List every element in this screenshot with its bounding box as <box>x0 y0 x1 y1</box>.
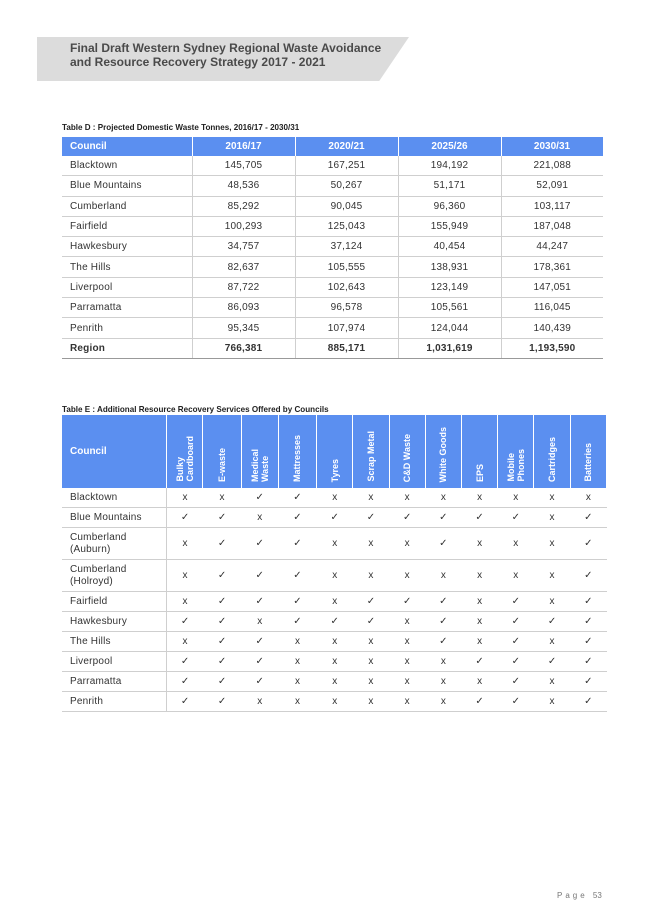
check-icon: ✓ <box>203 652 241 672</box>
cross-icon: x <box>317 632 353 652</box>
cross-icon: x <box>241 508 278 528</box>
column-header-service <box>570 415 606 488</box>
cross-icon: x <box>425 692 461 712</box>
service-label: White Goods <box>438 426 449 482</box>
table-row <box>62 528 607 560</box>
check-icon: ✓ <box>570 508 606 528</box>
council-name-cell: Blacktown <box>62 488 167 508</box>
tonnes-cell: 44,247 <box>501 237 603 257</box>
service-label: Mattresses <box>292 434 303 482</box>
check-icon: ✓ <box>498 632 534 652</box>
tonnes-cell: 105,555 <box>295 257 398 277</box>
cross-icon: x <box>167 560 203 592</box>
tonnes-cell: 140,439 <box>501 318 603 338</box>
tonnes-cell: 90,045 <box>295 196 398 216</box>
tonnes-cell: 40,454 <box>398 237 501 257</box>
service-label: Medical Waste <box>249 448 270 482</box>
service-label: EPS <box>474 463 485 482</box>
check-icon: ✓ <box>570 592 606 612</box>
check-icon: ✓ <box>203 592 241 612</box>
cross-icon: x <box>353 692 389 712</box>
tonnes-cell: 37,124 <box>295 237 398 257</box>
council-name-cell: The Hills <box>62 257 192 277</box>
council-name-cell: Liverpool <box>62 652 167 672</box>
cross-icon: x <box>167 592 203 612</box>
column-header-service <box>317 415 353 488</box>
cross-icon: x <box>389 560 425 592</box>
cross-icon: x <box>317 692 353 712</box>
tonnes-cell: 96,360 <box>398 196 501 216</box>
table-row <box>62 257 603 277</box>
table-d-caption: Table D : Projected Domestic Waste Tonnes, 2016/17 - 2030/31 <box>62 122 300 132</box>
service-label: E-waste <box>217 447 227 482</box>
cross-icon: x <box>278 672 316 692</box>
check-icon: ✓ <box>353 612 389 632</box>
check-icon: ✓ <box>167 672 203 692</box>
check-icon: ✓ <box>534 652 570 672</box>
column-header-service <box>498 415 534 488</box>
cross-icon: x <box>570 488 606 508</box>
cross-icon: x <box>278 652 316 672</box>
check-icon: ✓ <box>203 560 241 592</box>
check-icon: ✓ <box>241 488 278 508</box>
tonnes-cell: 107,974 <box>295 318 398 338</box>
tonnes-cell: 34,757 <box>192 237 295 257</box>
check-icon: ✓ <box>425 528 461 560</box>
council-name-cell: The Hills <box>62 632 167 652</box>
check-icon: ✓ <box>570 560 606 592</box>
cross-icon: x <box>498 488 534 508</box>
cross-icon: x <box>317 488 353 508</box>
cross-icon: x <box>241 612 278 632</box>
council-name-cell: Cumberland (Holroyd) <box>62 560 167 592</box>
council-name-cell: Liverpool <box>62 277 192 297</box>
check-icon: ✓ <box>389 592 425 612</box>
check-icon: ✓ <box>167 612 203 632</box>
cross-icon: x <box>389 672 425 692</box>
tonnes-cell: 138,931 <box>398 257 501 277</box>
cross-icon: x <box>353 632 389 652</box>
check-icon: ✓ <box>317 508 353 528</box>
tonnes-cell: 155,949 <box>398 216 501 236</box>
cross-icon: x <box>498 528 534 560</box>
check-icon: ✓ <box>498 508 534 528</box>
cross-icon: x <box>425 560 461 592</box>
cross-icon: x <box>389 528 425 560</box>
table-row <box>62 176 603 196</box>
check-icon: ✓ <box>534 612 570 632</box>
check-icon: ✓ <box>498 692 534 712</box>
council-name-cell: Blue Mountains <box>62 508 167 528</box>
tonnes-cell: 50,267 <box>295 176 398 196</box>
check-icon: ✓ <box>203 528 241 560</box>
check-icon: ✓ <box>203 692 241 712</box>
check-icon: ✓ <box>425 508 461 528</box>
check-icon: ✓ <box>167 692 203 712</box>
council-name-cell: Region <box>62 338 192 358</box>
cross-icon: x <box>353 652 389 672</box>
column-header-service <box>241 415 278 488</box>
cross-icon: x <box>278 692 316 712</box>
tonnes-cell: 116,045 <box>501 298 603 318</box>
tonnes-cell: 123,149 <box>398 277 501 297</box>
cross-icon: x <box>317 528 353 560</box>
cross-icon: x <box>167 528 203 560</box>
cross-icon: x <box>353 560 389 592</box>
cross-icon: x <box>353 528 389 560</box>
document-title <box>70 41 390 69</box>
council-name-cell: Parramatta <box>62 298 192 318</box>
check-icon: ✓ <box>570 612 606 632</box>
check-icon: ✓ <box>389 508 425 528</box>
cross-icon: x <box>317 560 353 592</box>
council-name-cell: Blacktown <box>62 156 192 176</box>
check-icon: ✓ <box>278 528 316 560</box>
table-row <box>62 652 607 672</box>
cross-icon: x <box>534 560 570 592</box>
cross-icon: x <box>389 652 425 672</box>
cross-icon: x <box>461 528 497 560</box>
table-row <box>62 632 607 652</box>
cross-icon: x <box>241 692 278 712</box>
check-icon: ✓ <box>241 592 278 612</box>
check-icon: ✓ <box>461 652 497 672</box>
table-row <box>62 216 603 236</box>
check-icon: ✓ <box>498 612 534 632</box>
cross-icon: x <box>534 592 570 612</box>
check-icon: ✓ <box>425 592 461 612</box>
cross-icon: x <box>425 652 461 672</box>
table-row <box>62 592 607 612</box>
table-row <box>62 672 607 692</box>
cross-icon: x <box>389 692 425 712</box>
check-icon: ✓ <box>425 632 461 652</box>
tonnes-cell: 85,292 <box>192 196 295 216</box>
council-name-cell: Hawkesbury <box>62 612 167 632</box>
tonnes-cell: 147,051 <box>501 277 603 297</box>
service-label: C&D Waste <box>402 433 413 482</box>
table-e-caption: Table E : Additional Resource Recovery Services Offered by Councils <box>62 404 329 414</box>
council-name-cell: Fairfield <box>62 216 192 236</box>
check-icon: ✓ <box>570 528 606 560</box>
tonnes-cell: 766,381 <box>192 338 295 358</box>
cross-icon: x <box>534 672 570 692</box>
tonnes-cell: 221,088 <box>501 156 603 176</box>
column-header-year: 2025/26 <box>398 137 501 156</box>
column-header-service <box>461 415 497 488</box>
service-label: Mobile Phones <box>505 449 526 482</box>
cross-icon: x <box>425 672 461 692</box>
check-icon: ✓ <box>461 508 497 528</box>
cross-icon: x <box>353 672 389 692</box>
tonnes-cell: 194,192 <box>398 156 501 176</box>
council-name-cell: Parramatta <box>62 672 167 692</box>
check-icon: ✓ <box>241 528 278 560</box>
cross-icon: x <box>461 632 497 652</box>
cross-icon: x <box>461 560 497 592</box>
cross-icon: x <box>317 652 353 672</box>
tonnes-cell: 102,643 <box>295 277 398 297</box>
tonnes-cell: 103,117 <box>501 196 603 216</box>
tonnes-cell: 885,171 <box>295 338 398 358</box>
cross-icon: x <box>534 508 570 528</box>
cross-icon: x <box>498 560 534 592</box>
check-icon: ✓ <box>570 652 606 672</box>
check-icon: ✓ <box>241 652 278 672</box>
cross-icon: x <box>534 632 570 652</box>
tonnes-cell: 87,722 <box>192 277 295 297</box>
tonnes-cell: 124,044 <box>398 318 501 338</box>
check-icon: ✓ <box>570 692 606 712</box>
cross-icon: x <box>534 692 570 712</box>
check-icon: ✓ <box>353 592 389 612</box>
check-icon: ✓ <box>425 612 461 632</box>
cross-icon: x <box>461 612 497 632</box>
cross-icon: x <box>389 488 425 508</box>
column-header-service <box>353 415 389 488</box>
check-icon: ✓ <box>278 560 316 592</box>
column-header-service <box>203 415 241 488</box>
cross-icon: x <box>534 528 570 560</box>
page-number <box>557 891 602 900</box>
table-row <box>62 692 607 712</box>
tonnes-cell: 105,561 <box>398 298 501 318</box>
check-icon: ✓ <box>570 672 606 692</box>
column-header-service <box>425 415 461 488</box>
check-icon: ✓ <box>241 560 278 592</box>
check-icon: ✓ <box>278 592 316 612</box>
table-row <box>62 508 607 528</box>
council-name-cell: Fairfield <box>62 592 167 612</box>
tonnes-cell: 95,345 <box>192 318 295 338</box>
service-label: Bulky Cardboard <box>174 436 195 482</box>
check-icon: ✓ <box>167 652 203 672</box>
check-icon: ✓ <box>241 632 278 652</box>
cross-icon: x <box>425 488 461 508</box>
cross-icon: x <box>461 592 497 612</box>
council-name-cell: Blue Mountains <box>62 176 192 196</box>
page-label: Page <box>557 891 588 900</box>
column-header-service <box>534 415 570 488</box>
cross-icon: x <box>317 672 353 692</box>
cross-icon: x <box>461 488 497 508</box>
page-number-value: 53 <box>592 891 602 900</box>
table-row <box>62 237 603 257</box>
check-icon: ✓ <box>498 672 534 692</box>
check-icon: ✓ <box>241 672 278 692</box>
check-icon: ✓ <box>570 632 606 652</box>
tonnes-cell: 1,031,619 <box>398 338 501 358</box>
tonnes-cell: 86,093 <box>192 298 295 318</box>
service-label: Batteries <box>583 443 594 482</box>
cross-icon: x <box>389 612 425 632</box>
check-icon: ✓ <box>203 632 241 652</box>
cross-icon: x <box>389 632 425 652</box>
projected-waste-table <box>62 137 604 359</box>
check-icon: ✓ <box>203 612 241 632</box>
cross-icon: x <box>353 488 389 508</box>
table-row <box>62 277 603 297</box>
column-header-year: 2016/17 <box>192 137 295 156</box>
council-name-cell: Hawkesbury <box>62 237 192 257</box>
check-icon: ✓ <box>278 508 316 528</box>
table-row <box>62 298 603 318</box>
column-header-council: Council <box>62 415 167 488</box>
column-header-service <box>167 415 203 488</box>
tonnes-cell: 1,193,590 <box>501 338 603 358</box>
column-header-service <box>278 415 316 488</box>
tonnes-cell: 48,536 <box>192 176 295 196</box>
table-row <box>62 196 603 216</box>
tonnes-cell: 125,043 <box>295 216 398 236</box>
council-name-cell: Penrith <box>62 692 167 712</box>
cross-icon: x <box>167 488 203 508</box>
council-name-cell: Cumberland <box>62 196 192 216</box>
column-header-council: Council <box>62 137 192 156</box>
table-row <box>62 488 607 508</box>
check-icon: ✓ <box>317 612 353 632</box>
tonnes-cell: 96,578 <box>295 298 398 318</box>
cross-icon: x <box>461 672 497 692</box>
check-icon: ✓ <box>203 508 241 528</box>
table-row <box>62 156 603 176</box>
service-label: Scrap Metal <box>365 431 376 482</box>
council-name-cell: Cumberland (Auburn) <box>62 528 167 560</box>
tonnes-cell: 82,637 <box>192 257 295 277</box>
service-label: Tyres <box>329 458 340 482</box>
tonnes-cell: 167,251 <box>295 156 398 176</box>
document-title-line2: and Resource Recovery Strategy 2017 - 2021 <box>70 55 326 69</box>
column-header-year: 2020/21 <box>295 137 398 156</box>
service-label: Cartridges <box>547 436 558 482</box>
check-icon: ✓ <box>203 672 241 692</box>
tonnes-cell: 52,091 <box>501 176 603 196</box>
table-row <box>62 612 607 632</box>
cross-icon: x <box>534 488 570 508</box>
check-icon: ✓ <box>498 592 534 612</box>
column-header-service <box>389 415 425 488</box>
tonnes-cell: 178,361 <box>501 257 603 277</box>
table-row <box>62 318 603 338</box>
cross-icon: x <box>203 488 241 508</box>
column-header-year: 2030/31 <box>501 137 603 156</box>
check-icon: ✓ <box>461 692 497 712</box>
check-icon: ✓ <box>278 612 316 632</box>
council-name-cell: Penrith <box>62 318 192 338</box>
table-row <box>62 560 607 592</box>
tonnes-cell: 145,705 <box>192 156 295 176</box>
recovery-services-table <box>62 415 607 712</box>
cross-icon: x <box>317 592 353 612</box>
check-icon: ✓ <box>167 508 203 528</box>
check-icon: ✓ <box>498 652 534 672</box>
check-icon: ✓ <box>278 488 316 508</box>
document-title-line1: Final Draft Western Sydney Regional Waste Avoidance <box>70 41 382 55</box>
cross-icon: x <box>167 632 203 652</box>
check-icon: ✓ <box>353 508 389 528</box>
tonnes-cell: 187,048 <box>501 216 603 236</box>
cross-icon: x <box>278 632 316 652</box>
region-total-row <box>62 338 603 358</box>
tonnes-cell: 100,293 <box>192 216 295 236</box>
tonnes-cell: 51,171 <box>398 176 501 196</box>
